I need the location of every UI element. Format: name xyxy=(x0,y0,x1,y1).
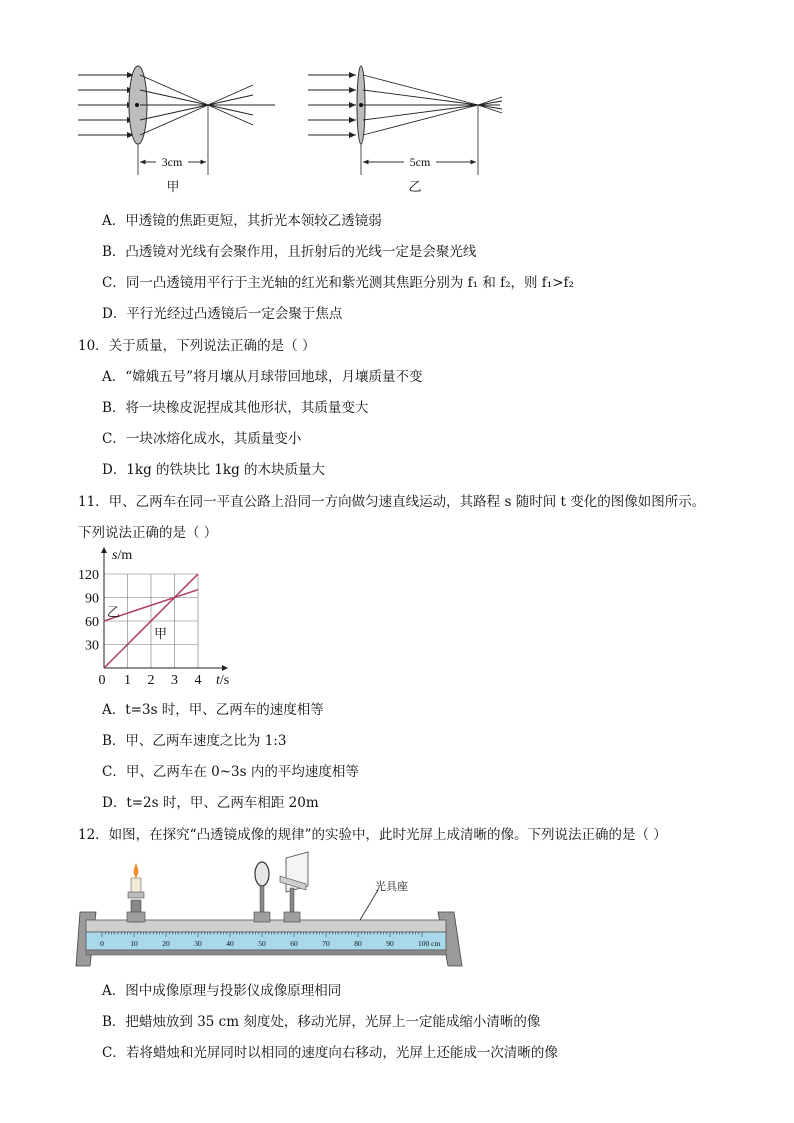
q12-option-a: A．图中成像原理与投影仪成像原理相同 xyxy=(102,983,342,999)
lens-on-bench xyxy=(254,862,270,922)
scale-label: 50 xyxy=(258,939,266,948)
q10-option-b: B．将一块橡皮泥捏成其他形状，其质量变大 xyxy=(102,400,369,416)
q11-stem-line1: 11．甲、乙两车在同一平直公路上沿同一方向做匀速直线运动，其路程 s 随时间 t 变化的图像如图所示。 xyxy=(78,494,706,510)
x-tick-label: 3 xyxy=(171,673,178,688)
lens-figure xyxy=(70,60,510,200)
scale-label: 90 xyxy=(386,939,394,948)
left-lens-label: 甲 xyxy=(166,179,180,194)
x-axis-label: t/s xyxy=(216,673,230,688)
optical-bench-figure xyxy=(72,848,467,973)
q12-stem: 12．如图，在探究“凸透镜成像的规律”的实验中，此时光屏上成清晰的像。下列说法正确的是（ ） xyxy=(78,827,667,843)
candle xyxy=(127,863,145,922)
scale-label: 10 xyxy=(130,939,138,948)
scale-label: 0 xyxy=(100,939,104,948)
right-distance-label: 5cm xyxy=(409,155,431,169)
series-label-jia: 甲 xyxy=(154,626,168,642)
series-label-yi: 乙 xyxy=(107,604,121,620)
scale-label: 100 cm xyxy=(418,939,441,948)
q10-option-c: C．一块冰熔化成水，其质量变小 xyxy=(102,431,302,447)
scale-label: 30 xyxy=(194,939,202,948)
y-axis-label: s/m xyxy=(112,548,133,563)
q11-option-b: B．甲、乙两车速度之比为 1:3 xyxy=(102,733,287,749)
q12-option-c: C．若将蜡烛和光屏同时以相同的速度向右移动，光屏上还能成一次清晰的像 xyxy=(102,1045,558,1061)
y-tick-label: 60 xyxy=(85,615,99,630)
st-chart xyxy=(68,545,248,695)
q10-option-d: D．1kg 的铁块比 1kg 的木块质量大 xyxy=(102,462,326,478)
lens-right xyxy=(308,66,502,194)
y-tick-label: 90 xyxy=(85,591,99,607)
y-axis-arrow xyxy=(101,547,107,553)
q9-option-d: D．平行光经过凸透镜后一定会聚于焦点 xyxy=(102,306,343,322)
scale-label: 70 xyxy=(322,939,330,948)
q11-option-c: C．甲、乙两车在 0~3s 内的平均速度相等 xyxy=(102,764,359,780)
q11-option-d: D．t=2s 时，甲、乙两车相距 20m xyxy=(102,795,319,811)
x-tick-label: 1 xyxy=(124,673,131,688)
x-axis-arrow xyxy=(222,665,228,671)
q9-option-b: B．凸透镜对光线有会聚作用，且折射后的光线一定是会聚光线 xyxy=(102,244,477,260)
x-tick-label: 2 xyxy=(147,673,155,688)
q9-option-c: C．同一凸透镜用平行于主光轴的红光和紫光测其焦距分别为 f₁ 和 f₂，则 f₁>f₂ xyxy=(102,275,574,291)
scale-label: 60 xyxy=(290,939,298,948)
left-distance-label: 3cm xyxy=(161,155,183,169)
y-tick-label: 30 xyxy=(85,638,99,654)
scale-label: 20 xyxy=(162,939,170,948)
q10-option-a: A．“嫦娥五号”将月壤从月球带回地球，月壤质量不变 xyxy=(102,369,423,385)
q11-stem-line2: 下列说法正确的是（ ） xyxy=(78,525,218,541)
q10-stem: 10．关于质量，下列说法正确的是（ ） xyxy=(78,338,316,354)
bench-label: 光具座 xyxy=(375,881,408,893)
light-screen xyxy=(280,852,308,922)
q9-option-a: A．甲透镜的焦距更短，其折光本领较乙透镜弱 xyxy=(102,213,382,229)
y-tick-label: 120 xyxy=(78,568,99,583)
lens-left xyxy=(78,66,275,194)
q12-option-b: B．把蜡烛放到 35 cm 刻度处，移动光屏，光屏上一定能成缩小清晰的像 xyxy=(102,1014,541,1030)
right-lens-label: 乙 xyxy=(408,179,422,194)
scale-label: 80 xyxy=(354,939,362,948)
q11-option-a: A．t=3s 时，甲、乙两车的速度相等 xyxy=(102,702,324,718)
x-tick-label: 4 xyxy=(194,673,202,688)
x-tick-label: 0 xyxy=(98,673,106,688)
scale-label: 40 xyxy=(226,939,234,948)
